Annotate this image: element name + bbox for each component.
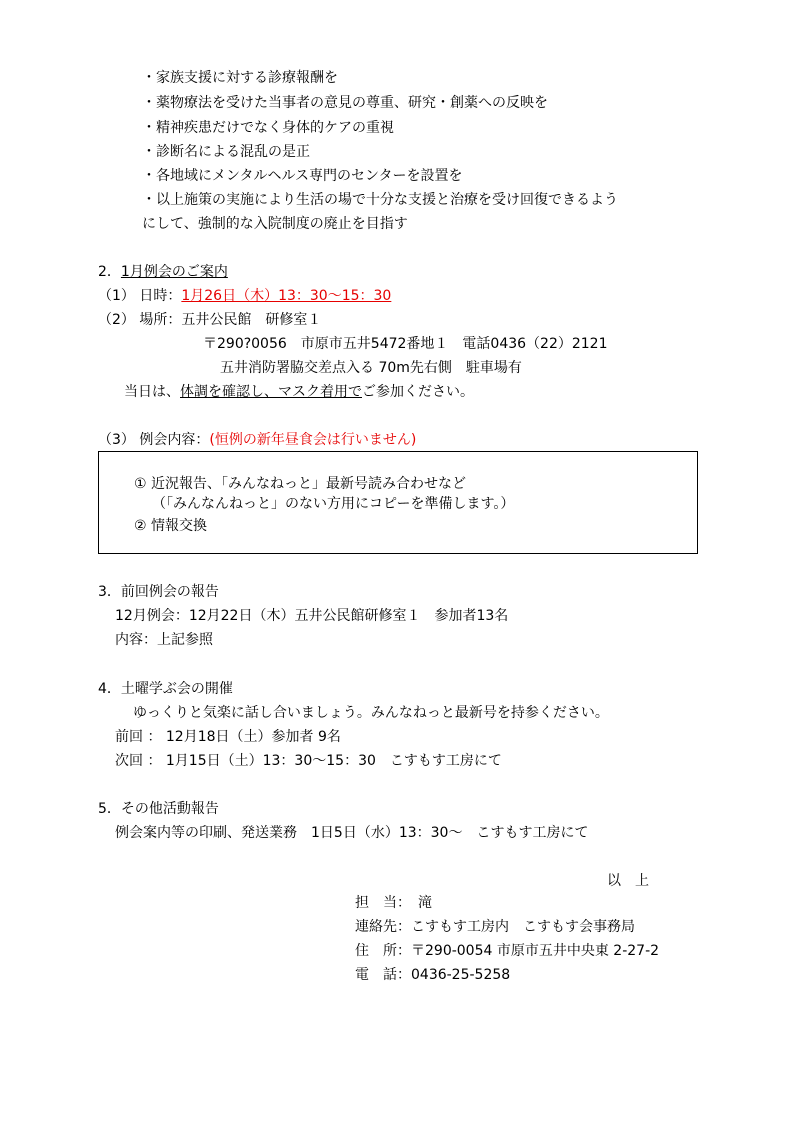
contact-person: 担 当： 滝 — [355, 895, 432, 911]
section3-line: 12月例会：12月22日（木）五井公民館研修室１ 参加者13名 — [115, 608, 509, 624]
policy-bullet: ・薬物療法を受けた当事者の意見の尊重、研究・創薬への反映を — [142, 95, 548, 111]
policy-bullet: ・家族支援に対する診療報酬を — [142, 70, 338, 86]
box-item: ① 近況報告、「みんなねっと」最新号読み合わせなど — [134, 476, 466, 492]
meeting-datetime — [98, 287, 391, 305]
section5-title: 5．その他活動報告 — [98, 801, 219, 817]
box-item: ② 情報交換 — [134, 518, 208, 534]
datetime-label: （1） 日時： — [98, 288, 182, 304]
policy-bullet: ・各地域にメンタルヘルス専門のセンターを設置を — [142, 168, 463, 184]
policy-bullet: ・診断名による混乱の是正 — [142, 144, 310, 160]
section2-title: 1月例会のご案内 — [120, 264, 228, 280]
section4-line: 前回 ： 12月18日（土）参加者 9名 — [115, 729, 341, 745]
contact-address: 住 所：〒290-0054 市原市五井中央東 2-27-2 — [355, 943, 660, 959]
contact-phone: 電 話：0436-25-5258 — [355, 967, 511, 983]
meeting-notice — [124, 383, 474, 401]
policy-bullet-continuation: にして、強制的な入院制度の廃止を目指す — [142, 216, 408, 232]
notice-prefix: 当日は、 — [124, 384, 180, 400]
meeting-place: （2） 場所：五井公民館 研修室１ — [98, 312, 322, 328]
section3-title: 3．前回例会の報告 — [98, 584, 219, 600]
section5-line: 例会案内等の印刷、発送業務 1日5日（水）13：30～ こすもす工房にて — [115, 825, 589, 841]
content-note: (恒例の新年昼食会は行いません) — [209, 432, 417, 448]
box-item-note: （「みんなんねっと」のない方用にコピーを準備します。） — [152, 496, 515, 512]
content-label: （3） 例会内容： — [98, 432, 210, 448]
meeting-address: 〒290?0056 市原市五井5472番地１ 電話0436（22）2121 — [203, 336, 608, 352]
meeting-access: 五井消防署脇交差点入る 70m先右側 駐車場有 — [220, 360, 522, 376]
policy-bullet: ・精神疾患だけでなく身体的ケアの重視 — [142, 120, 394, 136]
closing-mark: 以 上 — [607, 873, 649, 889]
notice-underlined: 体調を確認し、マスク着用で — [180, 384, 362, 400]
section2-number: 2． — [98, 264, 121, 280]
meeting-content-heading — [98, 431, 416, 449]
contact-office: 連絡先：こすもす工房内 こすもす会事務局 — [355, 919, 635, 935]
datetime-value: 1月26日（木）13：30～15：30 — [181, 288, 392, 304]
section3-line: 内容：上記参照 — [115, 632, 213, 648]
section4-line: 次回 ： 1月15日（土）13：30～15：30 こすもす工房にて — [115, 753, 502, 769]
section4-line: ゆっくりと気楽に話し合いましょう。みんなねっと最新号を持参ください。 — [133, 705, 609, 721]
policy-bullet: ・以上施策の実施により生活の場で十分な支援と治療を受け回復できるよう — [142, 192, 618, 208]
section4-title: 4．土曜学ぶ会の開催 — [98, 681, 233, 697]
section2-heading — [98, 263, 228, 281]
notice-suffix: ご参加ください。 — [362, 384, 474, 400]
